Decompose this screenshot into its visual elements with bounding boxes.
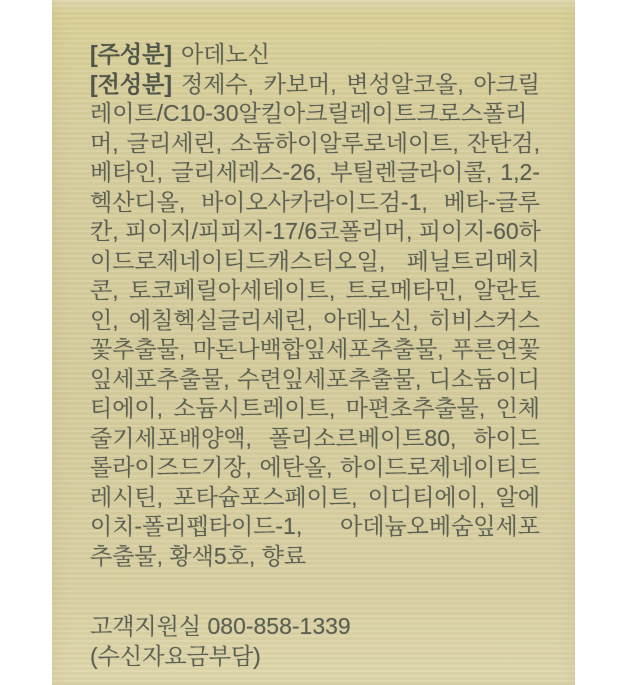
main-ingredient-line [90, 40, 540, 70]
ingredient-line: 베타인, 글리세레스-26, 부틸렌글라이콜, 1,2- [90, 159, 540, 185]
ingredient-line: 머, 글리세린, 소듐하이알루로네이트, 잔탄검, [90, 129, 540, 156]
main-ingredient-header: [주성분] [90, 41, 172, 67]
full-ingredient-line [90, 70, 540, 100]
toll-free-note: (수신자요금부담) [90, 642, 261, 669]
ingredient-line: 줄기세포배양액, 폴리소르베이트80, 하이드 [90, 424, 540, 451]
ingredient-line: 콘, 토코페릴아세테이트, 트로메타민, 알란토 [90, 277, 540, 303]
ingredient-line: 레이트/C10-30알킬아크릴레이트크로스폴리 [90, 100, 528, 126]
ingredient-line: 잎세포추출물, 수련잎세포추출물, 디소듐이디 [90, 365, 540, 392]
ingredients-text-block [90, 40, 540, 671]
ingredient-label-panel [52, 0, 575, 685]
full-ingredient-header: [전성분] [90, 70, 172, 97]
ingredient-line: 꽃추출물, 마돈나백합잎세포추출물, 푸른연꽃 [90, 336, 540, 362]
ingredient-line: 이드로제네이티드캐스터오일, 페닐트리메치 [90, 247, 540, 274]
full-ingredient-value: 정제수, 카보머, 변성알코올, 아크릴 [180, 70, 540, 97]
support-phone-line: 고객지원실 080-858-1339 [90, 613, 351, 639]
ingredient-line: 인, 에칠헥실글리세린, 아데노신, 히비스커스 [90, 306, 540, 333]
ingredient-line-last: 추출물, 황색5호, 향료 [90, 542, 307, 569]
ingredient-line: 레시틴, 포타슘포스페이트, 이디티에이, 알에 [90, 483, 540, 510]
ingredient-line: 롤라이즈드기장, 에탄올, 하이드로제네이티드 [90, 454, 540, 480]
ingredient-line: 헥산디올, 바이오사카라이드검-1, 베타-글루 [90, 188, 540, 215]
ingredient-line: 이치-폴리펩타이드-1, 아데늄오베숨잎세포 [90, 513, 540, 539]
main-ingredient-value: 아데노신 [180, 41, 270, 67]
ingredient-line: 칸, 피이지/피피지-17/6코폴리머, 피이지-60하 [90, 218, 541, 244]
customer-support-block [90, 612, 540, 671]
ingredient-line: 티에이, 소듐시트레이트, 마편초추출물, 인체 [90, 395, 540, 421]
